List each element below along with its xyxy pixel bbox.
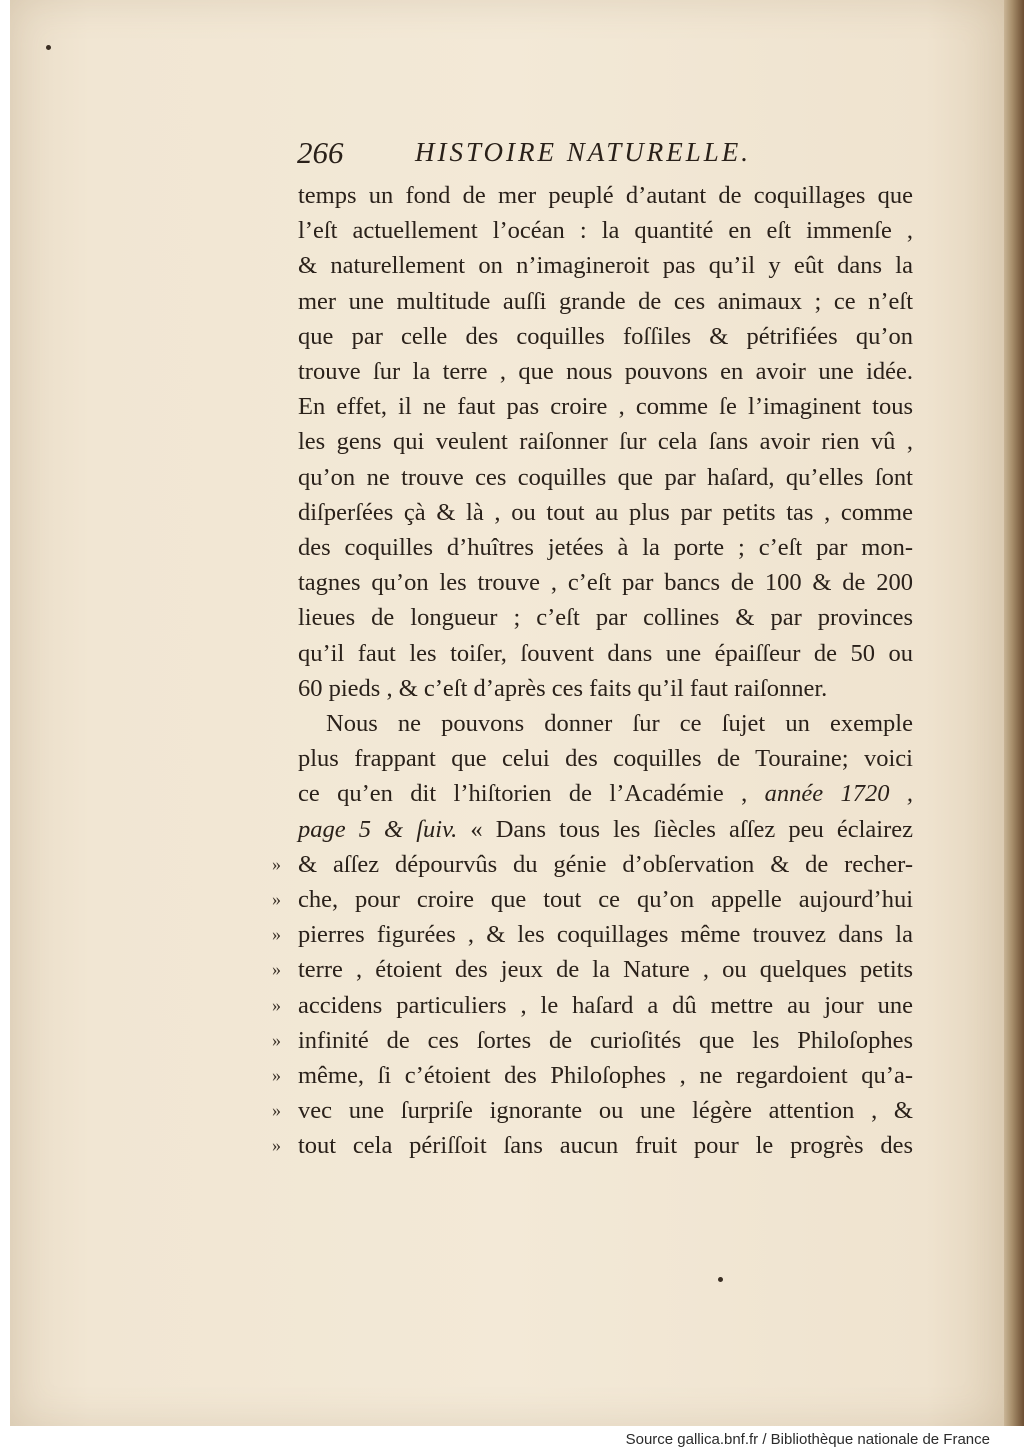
text-line	[298, 706, 913, 741]
text-line	[298, 776, 913, 811]
text-span: diſperſées çà & là , ou tout au plus par petits tas , comme	[298, 498, 913, 526]
text-line	[298, 741, 913, 776]
text-span: trouve ſur la terre , que nous pouvons en avoir une idée.	[298, 358, 913, 385]
text-line	[272, 882, 913, 917]
quotation-mark: »	[272, 959, 281, 980]
text-span: qu’il faut les toiſer, ſouvent dans une épaiſſeur de 50 ou	[298, 639, 913, 667]
quotation-mark: »	[272, 1029, 281, 1050]
text-span: che, pour croire que tout ce qu’on appelle aujourd’hui	[298, 886, 913, 913]
text-span: des coquilles d’huîtres jetées à la porte ; c’eſt par mon-	[298, 534, 913, 561]
text-line	[272, 1058, 913, 1093]
text-line	[298, 178, 913, 213]
text-span: vec une ſurpriſe ignorante ou une légère attention , &	[298, 1097, 913, 1125]
text-span: « Dans tous les ſiècles aſſez peu éclairez	[457, 815, 913, 843]
quotation-mark: »	[272, 994, 281, 1015]
book-spine-edge	[1004, 0, 1024, 1430]
text-span: les gens qui veulent raiſonner ſur cela ſans avoir rien vû ,	[298, 428, 913, 456]
text-span: En effet, il ne faut pas croire , comme ſe l’imaginent tous	[298, 393, 913, 421]
text-span: temps un fond de mer peuplé d’autant de coquillages que	[298, 182, 913, 209]
text-line	[272, 1093, 913, 1128]
text-span: lieues de longueur ; c’eſt par collines & par provinces	[298, 604, 913, 632]
text-line	[272, 952, 913, 987]
text-span: plus frappant que celui des coquilles de Touraine; voici	[298, 745, 913, 773]
italic-text: page 5 & ſuiv.	[298, 815, 458, 843]
text-span: mer une multitude auſſi grande de ces animaux ; ce n’eſt	[298, 287, 913, 315]
text-line	[298, 248, 913, 283]
text-span: Nous ne pouvons donner ſur ce ſujet un exemple	[326, 710, 913, 737]
text-span: 60 pieds , & c’eſt d’après ces faits qu’il faut raiſonner.	[298, 674, 828, 702]
text-span: & naturellement on n’imagineroit pas qu’il y eût dans la	[298, 252, 913, 280]
quotation-mark: »	[272, 1065, 281, 1085]
quotation-mark: »	[272, 924, 281, 945]
text-line	[298, 424, 913, 459]
text-span: terre , étoient des jeux de la Nature , ou quelques petits	[298, 956, 913, 984]
quotation-mark: »	[272, 889, 281, 909]
text-span: même, ſi c’étoient des Philoſophes , ne regardoient qu’a-	[298, 1062, 913, 1089]
text-line	[298, 671, 913, 706]
text-line	[298, 812, 913, 847]
italic-text: année 1720 ,	[764, 780, 914, 808]
text-line	[298, 389, 913, 424]
text-span: tout cela périſſoit ſans aucun fruit pour le progrès des	[298, 1132, 913, 1160]
text-line	[298, 565, 913, 600]
text-span: l’eſt actuellement l’océan : la quantité en eſt immenſe ,	[298, 217, 913, 245]
text-span: infinité de ces ſortes de curioſités que les Philoſophes	[298, 1026, 913, 1054]
text-span: ce qu’en dit l’hiſtorien de l’Académie ,	[298, 780, 765, 808]
text-line	[298, 460, 913, 495]
ink-spot	[718, 1277, 723, 1282]
text-line	[272, 917, 913, 952]
text-line	[298, 530, 913, 565]
ink-spot	[46, 45, 51, 50]
source-credit: Source gallica.bnf.fr / Bibliothèque nationale de France	[625, 1431, 990, 1448]
text-span: pierres figurées , & les coquillages même trouvez dans la	[298, 921, 913, 949]
page-number: 266	[297, 135, 344, 170]
text-span: accidens particuliers , le haſard a dû mettre au jour une	[298, 991, 913, 1019]
text-line	[272, 1128, 913, 1163]
text-line	[298, 284, 913, 319]
text-line	[272, 1023, 913, 1058]
text-line	[298, 600, 913, 635]
text-span: qu’on ne trouve ces coquilles que par haſard, qu’elles ſont	[298, 463, 913, 491]
quotation-mark: »	[272, 1135, 281, 1156]
text-line	[272, 988, 913, 1023]
text-line	[298, 636, 913, 671]
text-span: & aſſez dépourvûs du génie d’obſervation & de recher-	[298, 850, 913, 878]
text-line	[272, 847, 913, 882]
text-line	[298, 495, 913, 530]
text-line	[298, 354, 913, 389]
quotation-mark: »	[272, 1100, 281, 1121]
text-line	[298, 213, 913, 248]
text-span: que par celle des coquilles foſſiles & pétrifiées qu’on	[298, 322, 913, 350]
text-line	[298, 319, 913, 354]
quotation-mark: »	[272, 853, 281, 874]
text-span: tagnes qu’on les trouve , c’eſt par bancs de 100 & de 200	[298, 569, 913, 597]
running-title: HISTOIRE NATURELLE.	[415, 137, 752, 167]
